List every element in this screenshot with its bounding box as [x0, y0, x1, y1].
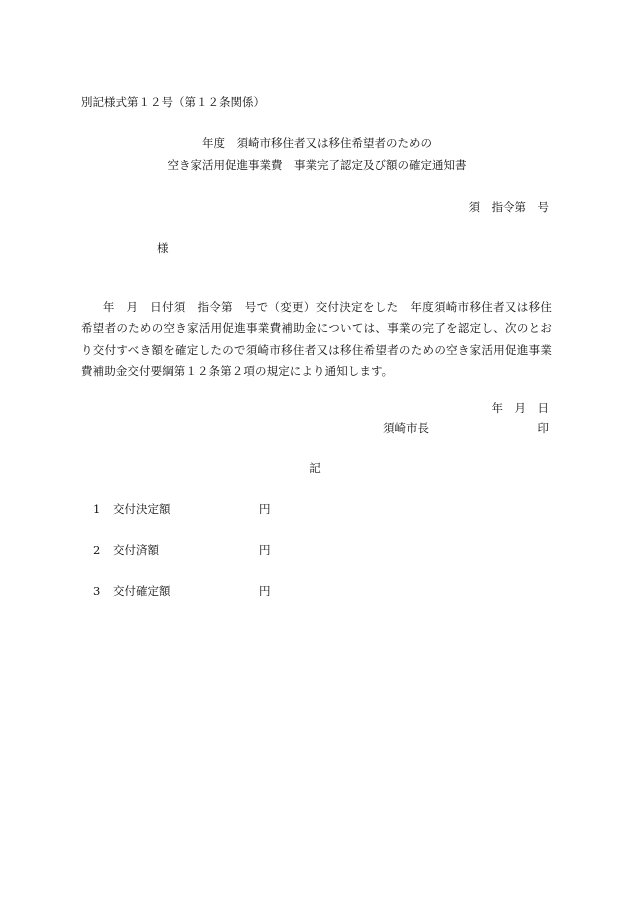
issuer-title: 須崎市長	[383, 421, 429, 435]
seal-mark: 印	[537, 421, 549, 435]
item-unit: 円	[259, 543, 271, 557]
item-number: 1	[93, 502, 101, 516]
item-number: 3	[93, 584, 101, 598]
title-line-2: 空き家活用促進事業費 事業完了認定及び額の確定通知書	[167, 158, 467, 172]
item-unit: 円	[259, 584, 271, 598]
item-label: 交付決定額	[113, 502, 171, 516]
notice-body-text: 年 月 日付須 指令第 号で（変更）交付決定をした 年度須崎市移住者又は移住希望者のための空き家活用促進事業費補助金については、事業の完了を認定し、次のとおり交付すべき額を確定したので須崎市移住者又は移住希望者のための空き家活用促進事業費補助金交付要綱第１２条第２項の規定により通知します。	[81, 300, 552, 379]
item-number: 2	[93, 543, 101, 557]
form-number: 別記様式第１２号（第１２条関係）	[81, 95, 265, 109]
issue-date: 年 月 日	[491, 401, 549, 415]
document-number: 須 指令第 号	[468, 200, 549, 214]
item-label: 交付確定額	[113, 584, 171, 598]
item-label: 交付済額	[113, 543, 159, 557]
addressee: 様	[157, 241, 169, 255]
ki-heading: 記	[309, 461, 321, 475]
title-line-1: 年度 須崎市移住者又は移住希望者のための	[202, 136, 432, 150]
item-unit: 円	[259, 502, 271, 516]
